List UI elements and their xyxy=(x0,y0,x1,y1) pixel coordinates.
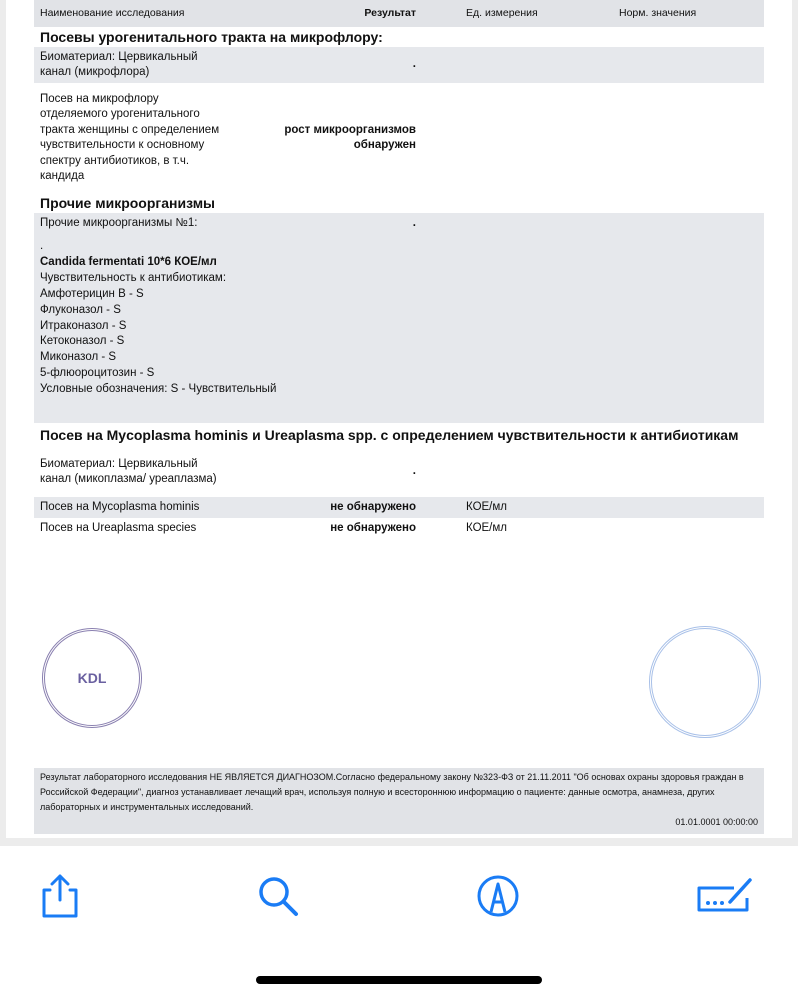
stamp-logo-text: KDL xyxy=(77,670,107,686)
table-row xyxy=(34,497,764,518)
row-result: . xyxy=(412,465,416,478)
detail-line: Миконазол - S xyxy=(40,351,117,364)
row-units: КОЕ/мл xyxy=(466,521,507,534)
search-icon[interactable] xyxy=(254,872,302,920)
lab-stamp xyxy=(42,628,142,728)
detail-line: Амфотерицин B - S xyxy=(40,287,144,300)
detail-line: Условные обозначения: S - Чувствительный xyxy=(40,383,277,396)
pdf-page xyxy=(6,0,792,838)
row-name: Прочие микроорганизмы №1: xyxy=(40,217,198,230)
row-result: не обнаружено xyxy=(330,521,416,534)
results-table xyxy=(34,0,764,539)
row-result: не обнаружено xyxy=(330,500,416,513)
table-row xyxy=(34,83,764,193)
table-row xyxy=(34,213,764,235)
organism-details xyxy=(34,235,764,423)
section-title: Прочие микроорганизмы xyxy=(40,195,216,211)
detail-line: Итраконазол - S xyxy=(40,319,127,332)
home-indicator[interactable] xyxy=(256,976,542,984)
row-result: . xyxy=(412,58,416,71)
table-row xyxy=(34,518,764,539)
table-row xyxy=(34,47,764,83)
dot: . xyxy=(40,240,44,252)
header-norm: Норм. значения xyxy=(619,6,697,19)
print-date: 01.01.0001 00:00:00 xyxy=(675,817,758,827)
markup-icon[interactable] xyxy=(474,872,522,920)
row-name: Посев на Ureaplasma species xyxy=(40,521,197,534)
doctor-stamp-signature xyxy=(649,626,761,738)
row-name: Биоматериал: Цервикальный канал (микоплазма/ уреаплазма) xyxy=(40,457,217,485)
detail-line: Флуконазол - S xyxy=(40,303,121,316)
detail-line: 5-флюороцитозин - S xyxy=(40,367,155,380)
table-header xyxy=(34,0,764,27)
row-name: Посев на Mycoplasma hominis xyxy=(40,500,200,513)
organism-name: Candida fermentati 10*6 КОЕ/мл xyxy=(40,255,217,268)
header-result: Результат xyxy=(364,6,416,19)
detail-line: Чувствительность к антибиотикам: xyxy=(40,271,227,284)
row-result: рост микроорганизмов обнаружен xyxy=(284,123,416,151)
header-units: Ед. измерения xyxy=(466,6,538,19)
section-title: Посев на Mycoplasma hominis и Ureaplasma spp. с определением чувствительности к антибиотикам xyxy=(40,427,739,443)
row-result: . xyxy=(412,217,416,230)
header-name: Наименование исследования xyxy=(40,6,185,19)
section-title: Посевы урогенитального тракта на микрофлору: xyxy=(40,29,383,45)
row-name: Биоматериал: Цервикальный канал (микрофлора) xyxy=(40,50,198,78)
disclaimer-text: Результат лабораторного исследования НЕ ЯВЛЯЕТСЯ ДИАГНОЗОМ.Согласно федеральному закону №323-ФЗ от 21.11.2011 "Об основах охраны здоровья граждан в Российской Федерации", диагноз устанавливает лечащий врач, используя полную и всестороннюю информацию о пациенте: данные осмотра, анамнеза, других лабораторных и инструментальных исследований. xyxy=(40,772,744,812)
form-fill-icon[interactable] xyxy=(694,872,756,920)
disclaimer xyxy=(34,768,764,834)
detail-line: Кетоконазол - S xyxy=(40,335,125,348)
table-row xyxy=(34,447,764,497)
row-units: КОЕ/мл xyxy=(466,500,507,513)
share-icon[interactable] xyxy=(36,872,84,920)
row-name: Посев на микрофлору отделяемого урогенитального тракта женщины с определением чувствительности к основному спектру антибиотиков, в т.ч. кандида xyxy=(40,92,220,182)
